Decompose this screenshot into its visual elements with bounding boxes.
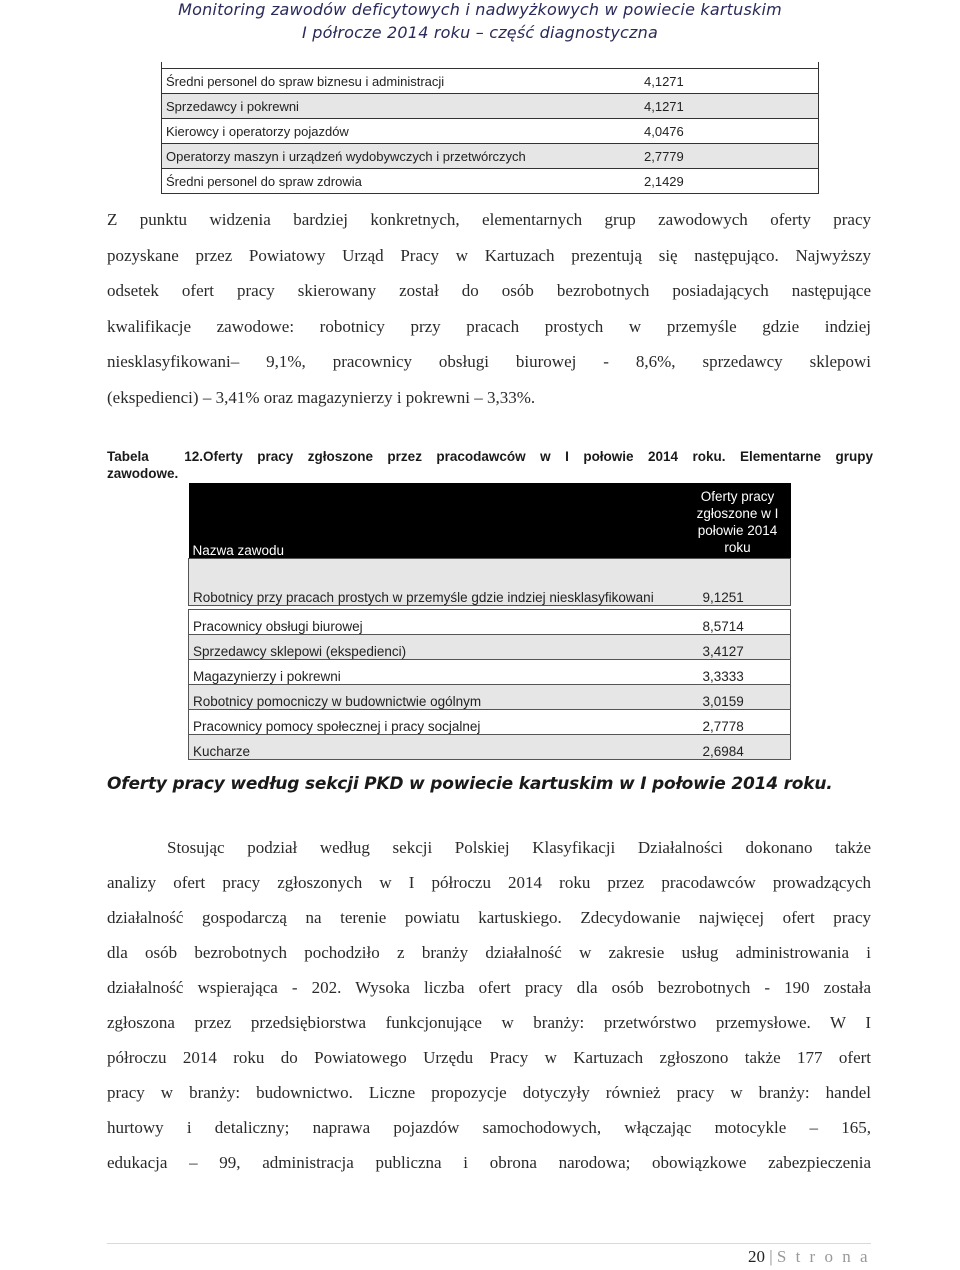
footer-separator: |: [769, 1247, 773, 1266]
caption-text-continued: zawodowe.: [107, 466, 179, 481]
occupation-value: 3,4127: [685, 635, 791, 660]
section-heading: Oferty pracy według sekcji PKD w powiecie kartuskim w I połowie 2014 roku.: [107, 774, 833, 794]
occupation-value: 8,5714: [685, 610, 791, 635]
table-row: [162, 119, 819, 144]
paragraph-line: pozyskane przez Powiatowy Urząd Pracy w Kartuzach prezentują się następująco. Najwyższy: [107, 245, 871, 265]
occupation-name: Sprzedawcy sklepowi (ekspedienci): [189, 635, 685, 660]
occupation-index-table-continued: [161, 68, 819, 194]
occupation-value: 4,1271: [600, 69, 819, 94]
paragraph-line: Stosując podział według sekcji Polskiej Klasyfikacji Działalności dokonano także: [167, 838, 871, 857]
paragraph-line: hurtowy i detaliczny; naprawa pojazdów samochodowych, włączając motocykle – 165,: [107, 1118, 871, 1137]
paragraph-line: działalność wspierająca - 202. Wysoka liczba ofert pracy dla osób bezrobotnych - 190 została: [107, 978, 871, 997]
footer-page-word: S t r o n a: [776, 1247, 870, 1266]
paragraph-line: kwalifikacje zawodowe: robotnicy przy pracach prostych w przemyśle gdzie indziej: [107, 316, 871, 336]
occupation-value: 4,1271: [600, 94, 819, 119]
table-row: [162, 169, 819, 194]
caption-line: [107, 448, 873, 465]
paragraph-line: (ekspedienci) – 3,41% oraz magazynierzy i pokrewni – 3,33%.: [107, 387, 536, 407]
table-row: [162, 144, 819, 169]
occupation-value: 4,0476: [600, 119, 819, 144]
occupation-name: Pracownicy obsługi biurowej: [189, 610, 685, 635]
paragraph-line: zgłoszona przez przedsiębiorstwa funkcjonujące w branży: przetwórstwo przemysłowe. W I: [107, 1013, 871, 1032]
table-row: [189, 559, 791, 606]
header-title: Monitoring zawodów deficytowych i nadwyżkowych w powiecie kartuskim: [178, 0, 782, 19]
occupation-value: 9,1251: [685, 559, 791, 606]
occupation-value: 3,3333: [685, 660, 791, 685]
column-header-offers: Oferty pracy zgłoszone w I połowie 2014 roku: [685, 483, 791, 559]
header-subtitle: I półrocze 2014 roku – część diagnostyczna: [302, 23, 658, 42]
table-row: [189, 610, 791, 635]
paragraph-line: analizy ofert pracy zgłoszonych w I półroczu 2014 roku przez pracodawców prowadzących: [107, 873, 871, 892]
table-row: [189, 710, 791, 735]
occupation-name: Sprzedawcy i pokrewni: [162, 94, 601, 119]
paragraph-line: pracy w branży: budownictwo. Liczne propozycje dotyczyły również pracy w branży: handel: [107, 1083, 871, 1102]
table-row: [189, 685, 791, 710]
table-row: [189, 735, 791, 760]
occupation-name: Operatorzy maszyn i urządzeń wydobywczych i przetwórczych: [162, 144, 601, 169]
table-row: [189, 660, 791, 685]
paragraph-line: odsetek ofert pracy skierowany został do osób bezrobotnych posiadających następujące: [107, 281, 871, 300]
occupation-value: 2,1429: [600, 169, 819, 194]
footer-divider: [107, 1243, 871, 1244]
occupation-name: Średni personel do spraw zdrowia: [162, 169, 601, 194]
page-footer: [748, 1247, 870, 1267]
column-header-occupation: Nazwa zawodu: [189, 483, 685, 559]
body-paragraph-2: [107, 830, 871, 1180]
occupation-value: 2,7779: [600, 144, 819, 169]
occupation-name: Pracownicy pomocy społecznej i pracy socjalnej: [189, 710, 685, 735]
table-row: [162, 94, 819, 119]
table-12: [188, 483, 791, 760]
occupation-value: 3,0159: [685, 685, 791, 710]
occupation-name: Robotnicy przy pracach prostych w przemyśle gdzie indziej niesklasyfikowani: [189, 559, 685, 606]
caption-text: Oferty pracy zgłoszone przez pracodawców w I połowie 2014 roku. Elementarne grupy: [203, 449, 873, 464]
table-caption: [107, 448, 873, 482]
occupation-name: Robotnicy pomocniczy w budownictwie ogólnym: [189, 685, 685, 710]
body-paragraph-1: [107, 202, 871, 415]
table-header-row: [189, 483, 791, 559]
page-number: 20: [747, 1247, 765, 1266]
occupation-name: Średni personel do spraw biznesu i administracji: [162, 69, 601, 94]
occupation-value: 2,7778: [685, 710, 791, 735]
paragraph-line: edukacja – 99, administracja publiczna i obrona narodowa; obowiązkowe zabezpieczenia: [107, 1153, 871, 1172]
paragraph-line: niesklasyfikowani– 9,1%, pracownicy obsługi biurowej - 8,6%, sprzedawcy sklepowi: [107, 352, 871, 371]
occupation-name: Kucharze: [189, 735, 685, 760]
occupation-name: Magazynierzy i pokrewni: [189, 660, 685, 685]
occupation-value: 2,6984: [685, 735, 791, 760]
occupation-name: Kierowcy i operatorzy pojazdów: [162, 119, 601, 144]
table-row: [162, 69, 819, 94]
paragraph-line: działalność gospodarczą na terenie powiatu kartuskiego. Zdecydowanie najwięcej ofert pracy: [107, 908, 871, 927]
caption-label: Tabela 12.: [107, 449, 203, 464]
table-row: [189, 635, 791, 660]
paragraph-line: Z punktu widzenia bardziej konkretnych, elementarnych grup zawodowych oferty pracy: [107, 210, 871, 229]
paragraph-line: dla osób bezrobotnych pochodziło z branży działalność w zakresie usług administrowania i: [107, 943, 871, 962]
paragraph-line: półroczu 2014 roku do Powiatowego Urzędu Pracy w Kartuzach zgłoszono także 177 ofert: [107, 1048, 871, 1067]
